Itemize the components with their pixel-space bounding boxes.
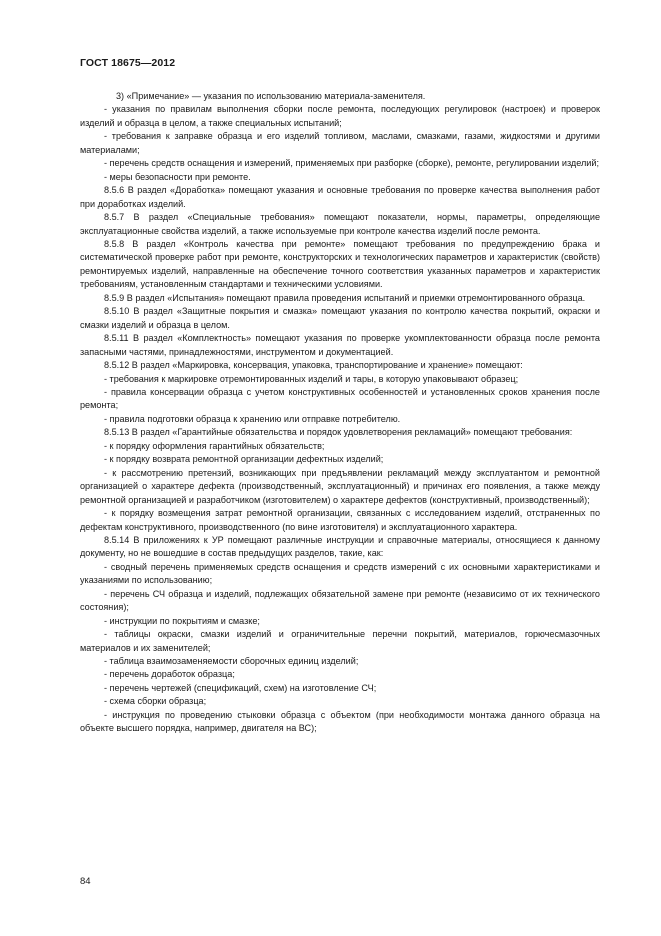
paragraph: - требования к заправке образца и его изделий топливом, маслами, смазками, газами, жидкостями и другими материалами; [80, 131, 600, 155]
paragraph: - указания по правилам выполнения сборки после ремонта, последующих регулировок (настроек) и проверок изделий и образца в целом, а также специальных испытаний; [80, 104, 600, 128]
paragraph: - перечень средств оснащения и измерений, применяемых при разборке (сборке), ремонте, регулировании изделий; [104, 158, 599, 169]
paragraph: 8.5.11 В раздел «Комплектность» помещают указания по проверке укомплектованности образца после ремонта запасными частями, принадлежностями, инструментом и документацией. [80, 333, 600, 357]
paragraph: 8.5.9 В раздел «Испытания» помещают правила проведения испытаний и приемки отремонтированного образца. [104, 292, 586, 303]
paragraph: 8.5.10 В раздел «Защитные покрытия и смазка» помещают указания по контролю качества покрытий, окраски и смазки изделий и образца в целом. [80, 306, 600, 330]
paragraph: - к порядку возмещения затрат ремонтной организации, связанных с исследованием изделий, отстраненных по дефектам конструктивного, производственного (по вине изготовителя) и эксплуатационного характера. [80, 508, 600, 532]
paragraph: - правила подготовки образца к хранению или отправке потребителю. [104, 413, 401, 424]
paragraph: 8.5.8 В раздел «Контроль качества при ремонте» помещают требования по предупреждению брака и систематической проверке работ при ремонте, конструкторских и технологических параметров и характеристик (свойств) ремонтируемых изделий, направленные на обеспечение точного соответствия указанных параметров и характеристик требованиям, установленным стандартами и техническими условиями. [80, 238, 600, 290]
paragraph: 8.5.14 В приложениях к УР помещают различные инструкции и справочные материалы, относящиеся к данному документу, но не вошедшие в состав предыдущих разделов, такие, как: [80, 534, 600, 559]
paragraph: - перечень чертежей (спецификаций, схем) на изготовление СЧ; [104, 682, 377, 693]
document-body [80, 90, 600, 736]
paragraph: - к порядку оформления гарантийных обязательств; [104, 440, 325, 451]
paragraph: - к рассмотрению претензий, возникающих при предъявлении рекламаций между эксплуатантом и ремонтной организацией о характере дефекта (производственный, эксплуатационный) и причинах его появления, а также между ремонтной организацией и разработчиком (изготовителем) о характере дефектов (конструктивный, производственный); [80, 467, 600, 505]
paragraph: - таблица взаимозаменяемости сборочных единиц изделий; [104, 656, 359, 667]
paragraph: - правила консервации образца с учетом конструктивных особенностей и установленных сроков хранения после ремонта; [80, 386, 600, 411]
paragraph: 8.5.7 В раздел «Специальные требования» помещают показатели, нормы, параметры, определяющие эксплуатационные свойства изделий, а также используемые при контроле качества изделий после ремонта. [80, 212, 600, 236]
paragraph: 8.5.12 В раздел «Маркировка, консервация, упаковка, транспортирование и хранение» помещают: [104, 360, 523, 371]
paragraph: - инструкция по проведению стыковки образца с объектом (при необходимости монтажа данного образца на объекте высшего порядка, например, двигателя на ВС); [80, 709, 600, 734]
paragraph: - инструкции по покрытиям и смазке; [104, 615, 260, 626]
paragraph: - к порядку возврата ремонтной организации дефектных изделий; [104, 454, 384, 465]
page-number: 84 [80, 876, 91, 887]
paragraph: 8.5.13 В раздел «Гарантийные обязательства и порядок удовлетворения рекламаций» помещают требования: [104, 427, 573, 438]
paragraph: - сводный перечень применяемых средств оснащения и средств измерений с их основными характеристиками и указаниями по использованию; [80, 561, 600, 586]
paragraph: - таблицы окраски, смазки изделий и ограничительные перечни покрытий, материалов, горючесмазочных материалов и их заменителей; [80, 629, 600, 653]
paragraph: - требования к маркировке отремонтированных изделий и тары, в которую упаковывают образец; [104, 373, 519, 384]
paragraph: - меры безопасности при ремонте. [104, 171, 251, 182]
paragraph: - перечень доработок образца; [104, 669, 235, 680]
paragraph: - перечень СЧ образца и изделий, подлежащих обязательной замене при ремонте (независимо от их технического состояния); [80, 588, 600, 613]
paragraph: 3) «Примечание» — указания по использованию материала-заменителя. [116, 91, 426, 101]
paragraph: 8.5.6 В раздел «Доработка» помещают указания и основные требования по проверке качества выполнения работ при доработках изделий. [80, 185, 600, 209]
paragraph: - схема сборки образца; [104, 696, 207, 707]
document-header: ГОСТ 18675—2012 [80, 57, 176, 69]
